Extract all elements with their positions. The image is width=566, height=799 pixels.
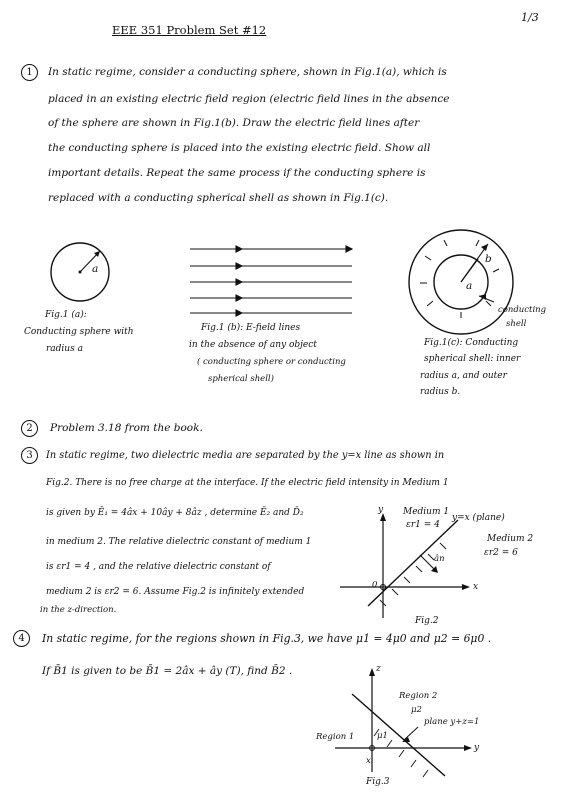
problem-3-line-6: medium 2 is εr2 = 6. Assume Fig.2 is infinitely extended (46, 587, 305, 597)
fig1a-label-a: a (92, 263, 99, 275)
problem-4-line-1: In static regime, for the regions shown in Fig.3, we have μ1 = 4μ0 and μ2 = 6μ0 . (42, 632, 492, 645)
fig3-y-label: y (474, 743, 480, 753)
fig2-medium-1: Medium 1 (403, 507, 450, 517)
fig2-y-label: y (378, 505, 384, 515)
problem-3-line-2: Fig.2. There is no free charge at the interface. If the electric field intensity in Medium 1 (46, 478, 449, 488)
problem-3-line-1: In static regime, two dielectric media are separated by the y=x line as shown in (46, 450, 445, 461)
fig2-normal-label: ân (434, 554, 445, 564)
fig1c-caption-3: radius a, and outer (420, 371, 507, 381)
problem-1-line-3: of the sphere are shown in Fig.1(b). Draw the electric field lines after (48, 117, 420, 129)
problem-number-1: 1 (21, 64, 38, 81)
fig1b-caption-3: ( conducting sphere or conducting (197, 357, 346, 367)
fig3-z-label: z (376, 664, 381, 674)
fig3-x-label: x (366, 756, 371, 766)
fig1c-callout-2: shell (506, 319, 527, 329)
page-header: EEE 351 Problem Set #12 (112, 23, 267, 37)
fig3-mu2: μ2 (411, 705, 422, 715)
problem-1-line-4: the conducting sphere is placed into the existing electric field. Show all (48, 142, 431, 154)
fig2-caption: Fig.2 (415, 616, 439, 626)
fig2-x-label: x (473, 582, 479, 592)
fig1b-caption-1: Fig.1 (b): E-field lines (201, 323, 301, 333)
problem-1-line-2: placed in an existing electric field region (electric field lines in the absence (48, 93, 450, 105)
fig3-caption: Fig.3 (366, 777, 390, 787)
fig3-plane-callout (404, 727, 418, 740)
problem-3-line-7: in the z-direction. (40, 605, 117, 615)
problem-3-line-5: is εr1 = 4 , and the relative dielectric constant of (46, 562, 271, 572)
fig1c-label-b: b (485, 253, 492, 265)
fig2-er1: εr1 = 4 (406, 520, 440, 530)
fig1c-callout-1: conducting (498, 305, 547, 315)
fig1a-caption-1: Fig.1 (a): (45, 310, 87, 320)
fig1c-caption-4: radius b. (420, 387, 461, 397)
fig2-medium-2: Medium 2 (487, 534, 534, 544)
problem-number-3: 3 (21, 447, 38, 464)
problem-1-line-5: important details. Repeat the same process if the conducting sphere is (48, 167, 426, 179)
problem-number-2: 2 (21, 420, 38, 437)
problem-2-line-1: Problem 3.18 from the book. (50, 422, 203, 434)
page-number: 1/3 (521, 11, 539, 24)
fig1a-caption-2: Conducting sphere with (24, 327, 134, 337)
fig1a-caption-3: radius a (46, 344, 83, 354)
problem-3-line-3: is given by Ē₁ = 4âx + 10ây + 8âz , determine Ē₂ and D̄₂ (46, 508, 304, 518)
problem-3-line-4: in medium 2. The relative dielectric constant of medium 1 (46, 537, 312, 547)
problem-4-line-2: If B̄1 is given to be B̄1 = 2âx + ây (T), find B̄2 . (42, 665, 293, 677)
fig2-line-label: y=x (plane) (452, 513, 505, 523)
fig1c-caption-1: Fig.1(c): Conducting (424, 338, 519, 348)
fig3-region-2: Region 2 (399, 691, 438, 701)
fig1b-caption-2: in the absence of any object (189, 340, 317, 350)
problem-1-line-1: In static regime, consider a conducting sphere, shown in Fig.1(a), which is (48, 66, 447, 78)
fig2-origin: 0 (372, 580, 378, 590)
fig3-region-1: Region 1 (316, 732, 355, 742)
fig1c-label-a: a (466, 280, 473, 292)
fig3-plane-label: plane y+z=1 (424, 717, 480, 727)
fig2-er2: εr2 = 6 (484, 548, 518, 558)
problem-1-line-6: replaced with a conducting spherical shell as shown in Fig.1(c). (48, 192, 389, 204)
fig1c-caption-2: spherical shell: inner (424, 354, 521, 364)
problem-number-4: 4 (13, 630, 30, 647)
fig3-mu1: μ1 (377, 731, 388, 741)
fig1b-caption-4: spherical shell) (208, 374, 274, 384)
